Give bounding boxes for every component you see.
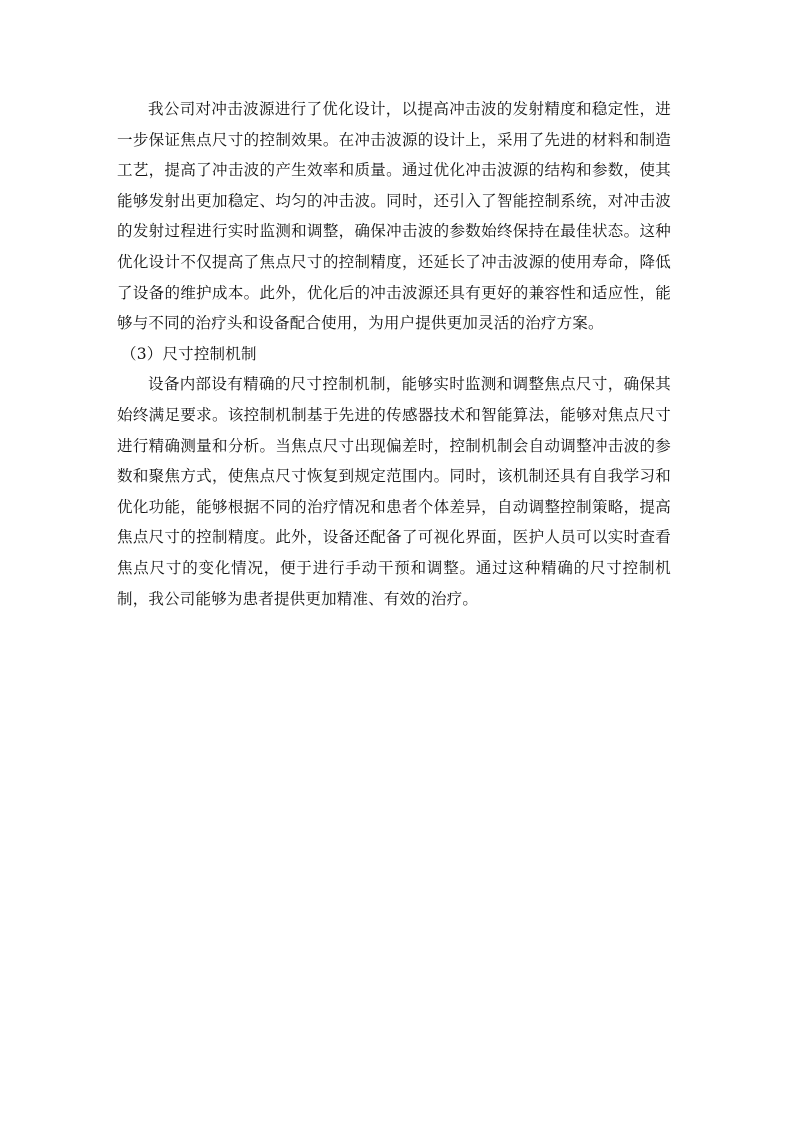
body-paragraph-size-control: 设备内部设有精确的尺寸控制机制，能够实时监测和调整焦点尺寸，确保其始终满足要求。该控制机制基于先进的传感器技术和智能算法，能够对焦点尺寸进行精确测量和分析。当焦点尺寸出现偏差时，控制机制会自动调整冲击波的参数和聚焦方式，使焦点尺寸恢复到规定范围内。同时，该机制还具有自我学习和优化功能，能够根据不同的治疗情况和患者个体差异，自动调整控制策略，提高焦点尺寸的控制精度。此外，设备还配备了可视化界面，医护人员可以实时查看焦点尺寸的变化情况，便于进行手动干预和调整。通过这种精确的尺寸控制机制，我公司能够为患者提供更加精准、有效的治疗。 bbox=[117, 375, 671, 608]
document-body bbox=[117, 94, 671, 614]
section-heading-size-control: （3）尺寸控制机制 bbox=[121, 344, 257, 363]
body-paragraph-wave-source: 我公司对冲击波源进行了优化设计，以提高冲击波的发射精度和稳定性，进一步保证焦点尺寸的控制效果。在冲击波源的设计上，采用了先进的材料和制造工艺，提高了冲击波的产生效率和质量。通过优化冲击波源的结构和参数，使其能够发射出更加稳定、均匀的冲击波。同时，还引入了智能控制系统，对冲击波的发射过程进行实时监测和调整，确保冲击波的参数始终保持在最佳状态。这种优化设计不仅提高了焦点尺寸的控制精度，还延长了冲击波源的使用寿命，降低了设备的维护成本。此外，优化后的冲击波源还具有更好的兼容性和适应性，能够与不同的治疗头和设备配合使用，为用户提供更加灵活的治疗方案。 bbox=[117, 100, 671, 333]
